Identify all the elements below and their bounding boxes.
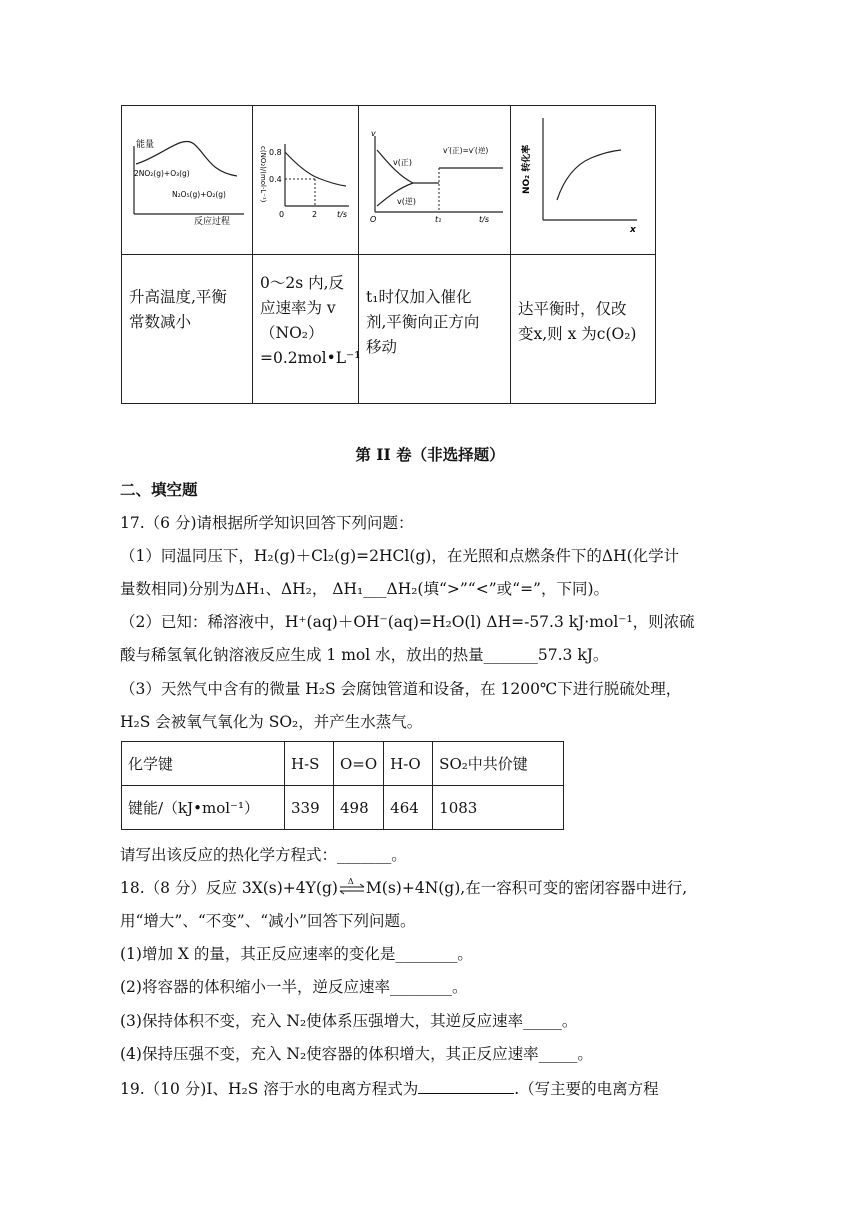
option-b-line: 0～2s 内,反 [260,274,345,292]
conversion-graph [511,106,655,254]
q18-head [120,878,687,898]
bond-header: SO₂中共价键 [433,742,564,786]
q19-head-part1: 19.（10 分)Ⅰ、H₂S 溶于水的电离方程式为 [120,1080,419,1098]
graph-b-xlabel: t/s [337,210,347,219]
graph-c-origin: O [370,215,377,224]
graph-b-origin: 0 [279,210,285,219]
arrow-label: Δ [347,877,354,886]
graph-d-ylabel: NO₂ 转化率 [522,144,532,194]
graph-c-xlabel: t/s [479,215,489,224]
bond-energy-table [121,741,564,830]
q17-part3-line1: （3）天然气中含有的微量 H₂S 会腐蚀管道和设备，在 1200℃下进行脱硫处理， [120,680,682,698]
bond-header: O=O [334,742,384,786]
option-d-line: 达平衡时，仅改 [518,300,627,318]
options-table [121,105,656,404]
graph-cell-b [253,106,359,255]
graph-d-xlabel: x [630,225,636,235]
graph-c-reverse: v(逆) [397,197,416,206]
rate-graph [359,106,510,254]
concentration-graph [253,106,358,254]
graph-c-forward: v(正) [393,158,412,167]
q17-part3-line2: H₂S 会被氧气氧化为 SO₂，并产生水蒸气。 [120,713,423,731]
bond-header: 化学键 [122,742,285,786]
q18-item1: (1)增加 X 的量，其正反应速率的变化是________。 [120,945,473,963]
graph-b-tick-2: 2 [312,210,318,219]
graph-c-t1: t₁ [435,215,442,224]
section-heading: 二、填空题 [120,480,198,499]
reversible-arrow-icon [338,877,366,897]
bond-value: 键能/（kJ•mol⁻¹） [122,786,285,830]
option-a-line: 升高温度,平衡 [129,288,227,306]
q18-head-part2: M(s)+4N(g),在一容积可变的密闭容器中进行, [365,879,688,897]
q17-part1-line2: 量数相同)分别为ΔH₁、ΔH₂， ΔH₁___ΔH₂(填“>”“<”或“=”，下同)。 [120,580,610,598]
graph-cell-c [359,106,511,255]
option-b-line: 应速率为 v [260,299,336,317]
q18-head-part1: 18.（8 分）反应 3X(s)+4Y(g) [120,879,338,897]
q18-item4: (4)保持压强不变，充入 N₂使容器的体积增大，其正反应速率_____。 [120,1045,593,1063]
graph-c-eq: v′(正)=v′(逆) [443,146,489,155]
option-b [253,255,359,404]
graph-b-tick-08: 0.8 [269,148,282,157]
graph-a-curve-top: 2NO₂(g)+O₃(g) [134,169,190,178]
section-title: 第 II 卷（非选择题） [355,445,505,464]
bond-header: H-O [384,742,433,786]
q17-part2-line2: 酸与稀氢氧化钠溶液反应生成 1 mol 水，放出的热量_______57.3 kJ。 [120,646,609,664]
energy-diagram [122,106,252,254]
option-a [122,255,253,404]
q19-head-part2: .（写主要的电离方程 [514,1080,659,1098]
bond-value: 464 [384,786,433,830]
option-c-line: t₁时仅加入催化 [366,288,472,306]
bond-header: H-S [285,742,334,786]
q18-item3: (3)保持体积不变，充入 N₂使体系压强增大，其逆反应速率_____。 [120,1012,578,1030]
q17-part2-line1: （2）已知：稀溶液中，H⁺(aq)＋OH⁻(aq)=H₂O(l) ΔH=-57.3 kJ·mol⁻¹，则浓硫 [120,613,695,631]
q17-tail: 请写出该反应的热化学方程式：_______。 [120,846,407,864]
option-d-line: 变x,则 x 为c(O₂) [518,325,637,343]
option-d [511,255,656,404]
option-a-line: 常数减小 [129,313,192,331]
graph-b-tick-04: 0.4 [269,175,282,184]
q17-head: 17.（6 分)请根据所学知识回答下列问题： [120,514,414,532]
bond-value: 498 [334,786,384,830]
q18-item2: (2)将容器的体积缩小一半，逆反应速率________。 [120,978,468,996]
graph-a-xlabel: 反应过程 [194,217,231,227]
option-b-line: （NO₂） [260,324,324,342]
q17-part1-line1: （1）同温同压下，H₂(g)＋Cl₂(g)=2HCl(g)，在光照和点燃条件下的ΔH(化学计 [120,547,680,565]
graph-a-ylabel: 能量 [136,140,155,150]
q19-head [120,1077,659,1099]
bond-value: 1083 [433,786,564,830]
graph-c-ylabel: v [371,129,376,138]
option-b-line: =0.2mol•L⁻¹ [260,349,361,367]
graph-cell-d [511,106,656,255]
option-c-line: 移动 [366,338,398,356]
q18-line2: 用“增大”、“不变”、“减小”回答下列问题。 [120,912,416,930]
option-c [359,255,511,404]
option-c-line: 剂,平衡向正方向 [366,313,480,331]
answer-blank[interactable] [418,1077,514,1094]
graph-a-curve-bottom: N₂O₅(g)+O₂(g) [172,190,226,199]
graph-b-ylabel: c(NO₂)/(mol·L⁻¹) [259,146,267,203]
graph-cell-a [122,106,253,255]
bond-value: 339 [285,786,334,830]
